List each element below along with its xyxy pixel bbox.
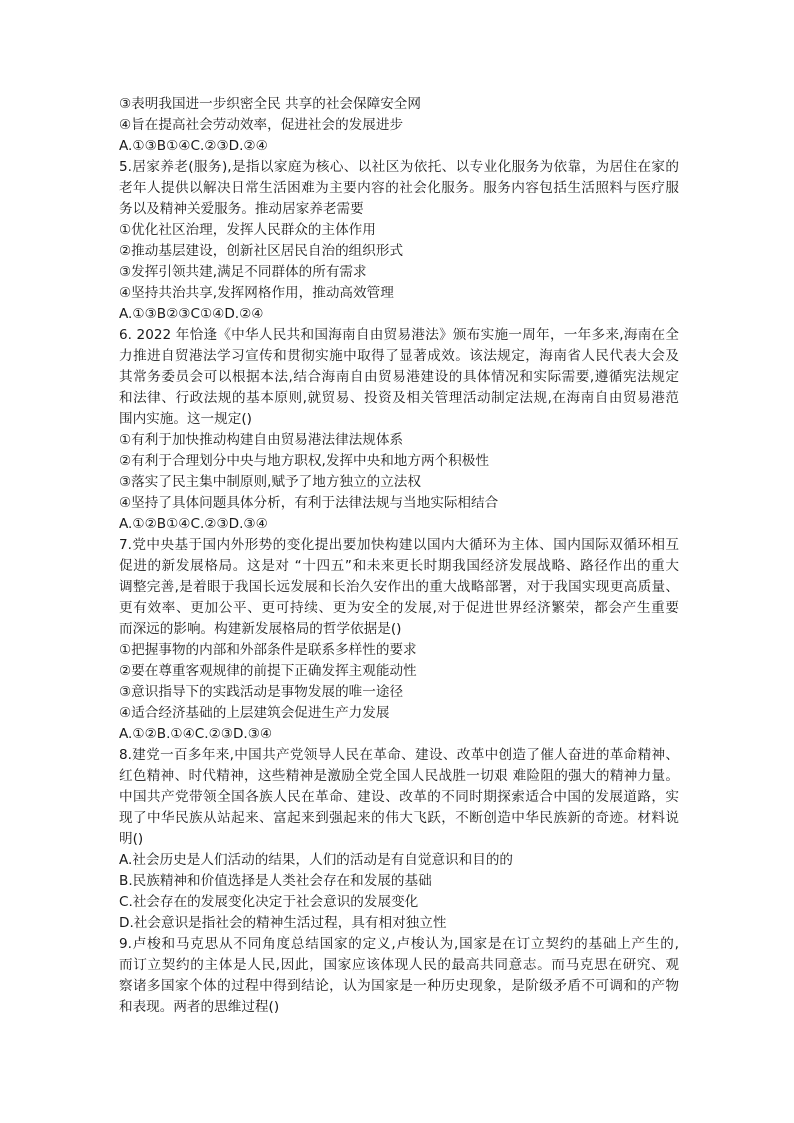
question-5-stem: 老年人提供以解决日常生活困难为主要内容的社会化服务。服务内容包括生活照料与医疗服 <box>119 180 679 196</box>
question-6-stem: 力推进自贸港法学习宣传和贯彻实施中取得了显著成效。该法规定，海南省人民代表大会及 <box>119 348 679 364</box>
option-line: ③表明我国进一步织密全民 共享的社会保障安全网 <box>119 96 421 112</box>
option-line: B.民族精神和价值选择是人类社会存在和发展的基础 <box>119 873 432 889</box>
option-line: ②推动基层建设，创新社区居民自治的组织形式 <box>119 243 404 259</box>
option-line: ④旨在提高社会劳动效率，促进社会的发展进步 <box>119 117 404 133</box>
question-8-stem: 红色精神、时代精神，这些精神是激励全党全国人民战胜一切艰 难险阻的强大的精神力量。 <box>119 768 679 784</box>
question-7-stem: 调整完善,是着眼于我国长远发展和长治久安作出的重大战略部署，对于我国实现更高质量、 <box>119 579 679 595</box>
question-8-stem: 明() <box>119 831 144 847</box>
option-line: ④坚持共治共享,发挥网格作用，推动高效管理 <box>119 285 394 301</box>
option-line: ④适合经济基础的上层建筑会促进生产力发展 <box>119 705 390 721</box>
option-line: ③落实了民主集中制原则,赋予了地方独立的立法权 <box>119 474 421 490</box>
document-page <box>119 94 679 1018</box>
question-9-stem: 察诸多国家个体的过程中得到结论，认为国家是一种历史现象，是阶级矛盾不可调和的产物 <box>119 978 679 994</box>
question-7-stem: 而深远的影响。构建新发展格局的哲学依据是() <box>119 621 402 637</box>
question-9-stem: 9.卢梭和马克思从不同角度总结国家的定义,卢梭认为,国家是在订立契约的基础上产生的, <box>119 936 679 952</box>
question-8-stem: 现了中华民族从站起来、富起来到强起来的伟大飞跃，不断创造中华民族新的奇迹。材料说 <box>119 810 679 826</box>
question-7-stem: 更有效率、更加公平、更可持续、更为安全的发展,对于促进世界经济繁荣，都会产生重要 <box>119 600 679 616</box>
question-6-stem: 6. 2022 年恰逢《中华人民共和国海南自由贸易港法》颁布实施一周年，一年多来,海南在全 <box>119 327 679 343</box>
option-line: A.社会历史是人们活动的结果，人们的活动是有自觉意识和目的的 <box>119 852 514 868</box>
question-7-stem: 促进的新发展格局。这是对 “十四五”和未来更长时期我国经济发展战略、路径作出的重大 <box>119 558 679 574</box>
option-line: ②有利于合理划分中央与地方职权,发挥中央和地方两个积极性 <box>119 453 489 469</box>
option-line: ③发挥引领共建,满足不同群体的所有需求 <box>119 264 367 280</box>
question-9-stem: 而订立契约的主体是人民,因此，国家应该体现人民的最高共同意志。而马克思在研究、观 <box>119 957 679 973</box>
question-6-stem: 和法律、行政法规的基本原则,就贸易、投资及相关管理活动制定法规,在海南自由贸易港范 <box>119 390 679 406</box>
question-6-stem: 围内实施。这一规定() <box>119 411 252 427</box>
option-line: ①把握事物的内部和外部条件是联系多样性的要求 <box>119 642 417 658</box>
option-line: ①有利于加快推动构建自由贸易港法律法规体系 <box>119 432 404 448</box>
question-6-stem: 其常务委员会可以根据本法,结合海南自由贸易港建设的具体情况和实际需要,遵循宪法规定 <box>119 369 679 385</box>
option-line: ④坚持了具体问题具体分析，有利于法律法规与当地实际相结合 <box>119 495 499 511</box>
option-line: ③意识指导下的实践活动是事物发展的唯一途径 <box>119 684 404 700</box>
answer-choices: A.①③B①④C.②③D.②④ <box>119 138 268 154</box>
question-5-stem: 5.居家养老(服务),是指以家庭为核心、以社区为依托、以专业化服务为依靠，为居住在家的 <box>119 159 679 175</box>
option-line: D.社会意识是指社会的精神生活过程，具有相对独立性 <box>119 915 447 931</box>
question-5-stem: 务以及精神关爱服务。推动居家养老需要 <box>119 201 364 217</box>
answer-choices: A.①②B.①④C.②③D.③④ <box>119 726 273 742</box>
question-8-stem: 中国共产党带领全国各族人民在革命、建设、改革的不同时期探索适合中国的发展道路，实 <box>119 789 679 805</box>
question-8-stem: 8.建党一百多年来,中国共产党领导人民在革命、建设、改革中创造了催人奋进的革命精神、 <box>119 747 679 763</box>
question-9-stem: 和表现。两者的思维过程() <box>119 999 280 1015</box>
option-line: C.社会存在的发展变化决定于社会意识的发展变化 <box>119 894 419 910</box>
option-line: ①优化社区治理，发挥人民群众的主体作用 <box>119 222 376 238</box>
question-7-stem: 7.党中央基于国内外形势的变化提出要加快构建以国内大循环为主体、国内国际双循环相互 <box>119 537 679 553</box>
option-line: ②要在尊重客观规律的前提下正确发挥主观能动性 <box>119 663 417 679</box>
answer-choices: A.①②B①④C.②③D.③④ <box>119 516 268 532</box>
answer-choices: A.①③B②③C①④D.②④ <box>119 306 264 322</box>
